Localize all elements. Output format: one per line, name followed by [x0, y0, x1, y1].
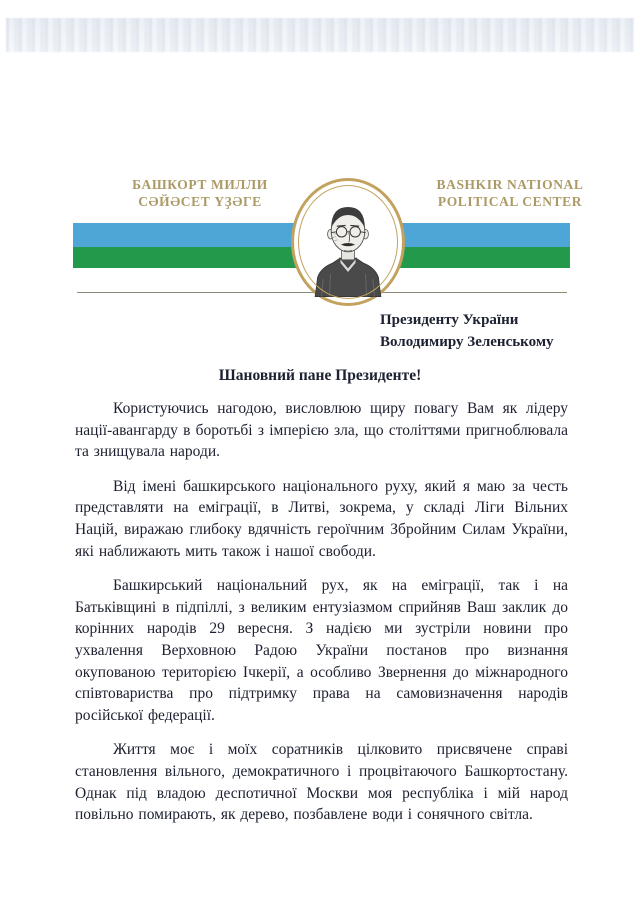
letterhead-title-line: POLITICAL CENTER	[437, 194, 583, 209]
letterhead-title-bashkir	[94, 176, 306, 210]
paragraph: Башкирський національний рух, як на еміграції, так і на Батьківщині в підпіллі, з великим ентузіазмом сприйняв Ваш заклик до корінних народів 29 вересня. З надією ми зустріли новини про ухвалення Верховною Радою України постанов про визнання окупованою територією Ічкерії, а особливо Звернення до міжнародного співтовариства про підтримку права на самовизначення народів російської федерації.	[75, 577, 568, 724]
letterhead-title-line: БАШКОРТ МИЛЛИ	[132, 177, 268, 192]
letterhead-medallion	[291, 178, 405, 306]
recipient-line: Президенту України	[380, 312, 519, 328]
recipient-line: Володимиру Зеленському	[380, 334, 554, 350]
scan-noise-band	[6, 18, 634, 52]
paragraph: Від імені башкирського національного руху, який я маю за честь представляти на еміграції, в Литві, зокрема, у складі Ліги Вільних Націй, виражаю глибоку вдячність героїчним Збройним Силам України, які наближають мить також і нашої свободи.	[75, 477, 568, 560]
letter-body	[75, 398, 568, 839]
letterhead-title-line: СӘЙӘСЕТ ҮҘӘГЕ	[138, 194, 262, 209]
paragraph: Життя моє і моїх соратників цілковито присвячене справі становлення вільного, демократичного і процвітаючого Башкортостану. Однак під владою деспотичної Москви моя республіка і мій народ повільно помирають, як дерево, позбавлене води і сонячного світла.	[75, 741, 568, 824]
paragraph: Користуючись нагодою, висловлюю щиру повагу Вам як лідеру нації-авангарду в боротьбі з імперією зла, що століттями пригноблювала та знищувала народи.	[75, 400, 568, 461]
letterhead-title-line: BASHKIR NATIONAL	[436, 177, 584, 192]
portrait-engraving-icon	[304, 195, 392, 299]
recipient-block	[380, 309, 554, 353]
letterhead-title-english	[404, 176, 616, 210]
salutation: Шановний пане Президенте!	[218, 367, 422, 384]
